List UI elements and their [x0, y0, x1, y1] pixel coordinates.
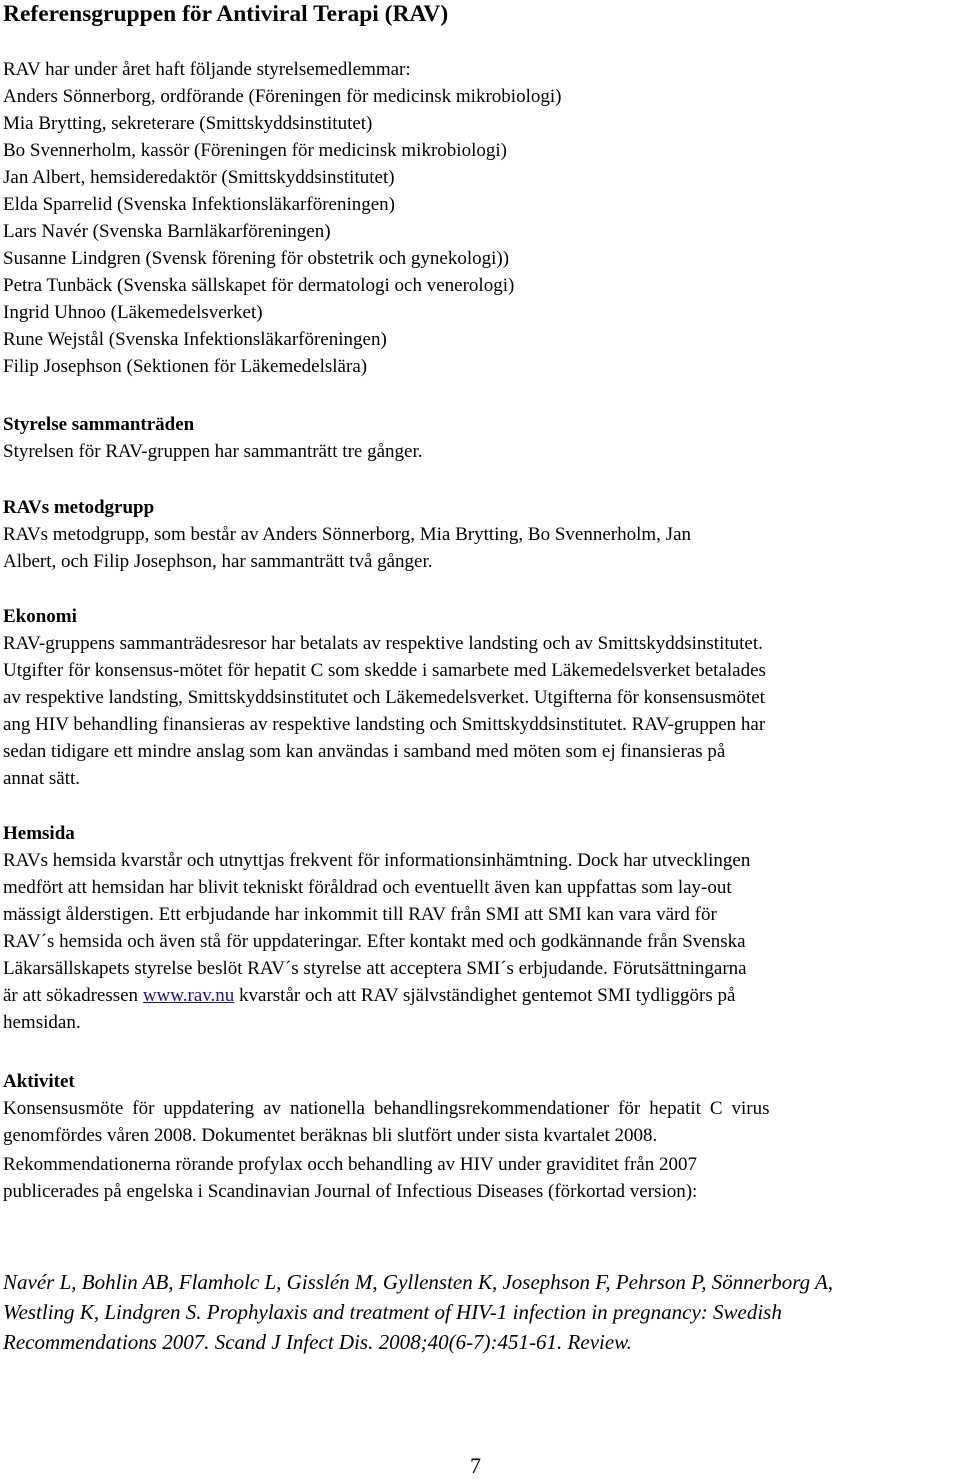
website-text-line: RAVs hemsida kvarstår och utnyttjas frekvent för informationsinhämtning. Dock har utvecklingen	[3, 850, 751, 871]
website-link-post: kvarstår och att RAV självständighet gentemot SMI tydliggörs på	[239, 985, 736, 1006]
economy-text-line: RAV-gruppens sammanträdesresor har betalats av respektive landsting och av Smittskyddsinstitutet.	[3, 633, 763, 654]
economy-text-line: annat sätt.	[3, 768, 81, 789]
website-text-line: Läkarsällskapets styrelse beslöt RAV´s styrelse att acceptera SMI´s erbjudande. Förutsättningarna	[3, 958, 747, 979]
board-member: Mia Brytting, sekreterare (Smittskyddsinstitutet)	[3, 113, 373, 134]
activity-text-line: Rekommendationerna rörande profylax occh behandling av HIV under graviditet från 2007	[3, 1154, 697, 1175]
economy-text-line: av respektive landsting, Smittskyddsinstitutet och Läkemedelsverket. Utgifterna för konsensusmötet	[3, 687, 765, 708]
board-member: Ingrid Uhnoo (Läkemedelsverket)	[3, 302, 263, 323]
board-member: Filip Josephson (Sektionen för Läkemedelslära)	[3, 356, 368, 377]
board-section	[3, 56, 958, 380]
board-member: Anders Sönnerborg, ordförande (Föreningen för medicinsk mikrobiologi)	[3, 86, 562, 107]
board-intro: RAV har under året haft följande styrelsemedlemmar:	[3, 59, 411, 80]
meetings-heading: Styrelse sammanträden	[3, 414, 195, 435]
activity-section	[3, 1068, 958, 1149]
meetings-section	[3, 411, 958, 465]
website-text-line: hemsidan.	[3, 1012, 81, 1033]
economy-text-line: sedan tidigare ett mindre anslag som kan användas i samband med möten som ej finansieras på	[3, 741, 726, 762]
board-member: Susanne Lindgren (Svensk förening för obstetrik och gynekologi))	[3, 248, 510, 269]
website-text-line-link	[3, 982, 958, 1009]
citation-line: Recommendations 2007. Scand J Infect Dis. 2008;40(6-7):451-61. Review.	[3, 1330, 632, 1354]
method-section	[3, 494, 958, 575]
method-text-line: Albert, och Filip Josephson, har sammanträtt två gånger.	[3, 551, 433, 572]
website-link-pre: är att sökadressen	[3, 985, 139, 1006]
board-member: Lars Navér (Svenska Barnläkarföreningen)	[3, 221, 331, 242]
activity-heading: Aktivitet	[3, 1071, 75, 1092]
method-heading: RAVs metodgrupp	[3, 497, 155, 518]
economy-section	[3, 603, 958, 792]
economy-heading: Ekonomi	[3, 606, 77, 627]
citation-line: Westling K, Lindgren S. Prophylaxis and treatment of HIV-1 infection in pregnancy: Swedish	[3, 1300, 782, 1324]
website-text-line: mässigt ålderstigen. Ett erbjudande har inkommit till RAV från SMI att SMI kan vara värd för	[3, 904, 717, 925]
page-title: Referensgruppen för Antiviral Terapi (RAV)	[3, 1, 449, 27]
website-section	[3, 820, 958, 1036]
citation	[3, 1267, 958, 1357]
board-member: Bo Svennerholm, kassör (Föreningen för medicinsk mikrobiologi)	[3, 140, 507, 161]
board-member: Elda Sparrelid (Svenska Infektionsläkarföreningen)	[3, 194, 396, 215]
website-text-line: RAV´s hemsida och även stå för uppdateringar. Efter kontakt med och godkännande från Svenska	[3, 931, 746, 952]
method-text-line: RAVs metodgrupp, som består av Anders Sönnerborg, Mia Brytting, Bo Svennerholm, Jan	[3, 524, 691, 545]
activity-text-line: Konsensusmöte för uppdatering av nationella behandlingsrekommendationer för hepatit C virus	[3, 1098, 770, 1119]
meetings-text: Styrelsen för RAV-gruppen har sammanträtt tre gånger.	[3, 441, 423, 462]
economy-text-line: Utgifter för konsensus-mötet för hepatit C som skedde i samarbete med Läkemedelsverket betalades	[3, 660, 766, 681]
citation-line: Navér L, Bohlin AB, Flamholc L, Gisslén M, Gyllensten K, Josephson F, Pehrson P, Sönnerborg A,	[3, 1270, 834, 1294]
page-number: 7	[470, 1453, 481, 1478]
website-link[interactable]: www.rav.nu	[142, 985, 235, 1006]
activity-text-line: publicerades på engelska i Scandinavian Journal of Infectious Diseases (förkortad version):	[3, 1181, 698, 1202]
website-text-line: medfört att hemsidan har blivit tekniskt föråldrad och eventuellt även kan uppfattas som lay-out	[3, 877, 732, 898]
board-member: Petra Tunbäck (Svenska sällskapet för dermatologi och venerologi)	[3, 275, 515, 296]
board-member: Rune Wejstål (Svenska Infektionsläkarföreningen)	[3, 329, 387, 350]
board-member: Jan Albert, hemsideredaktör (Smittskyddsinstitutet)	[3, 167, 395, 188]
activity-text-line: genomfördes våren 2008. Dokumentet beräknas bli slutfört under sista kvartalet 2008.	[3, 1125, 658, 1146]
activity-paragraph-2	[3, 1151, 958, 1205]
economy-text-line: ang HIV behandling finansieras av respektive landsting och Smittskyddsinstitutet. RAV-gruppen har	[3, 714, 766, 735]
website-heading: Hemsida	[3, 823, 75, 844]
